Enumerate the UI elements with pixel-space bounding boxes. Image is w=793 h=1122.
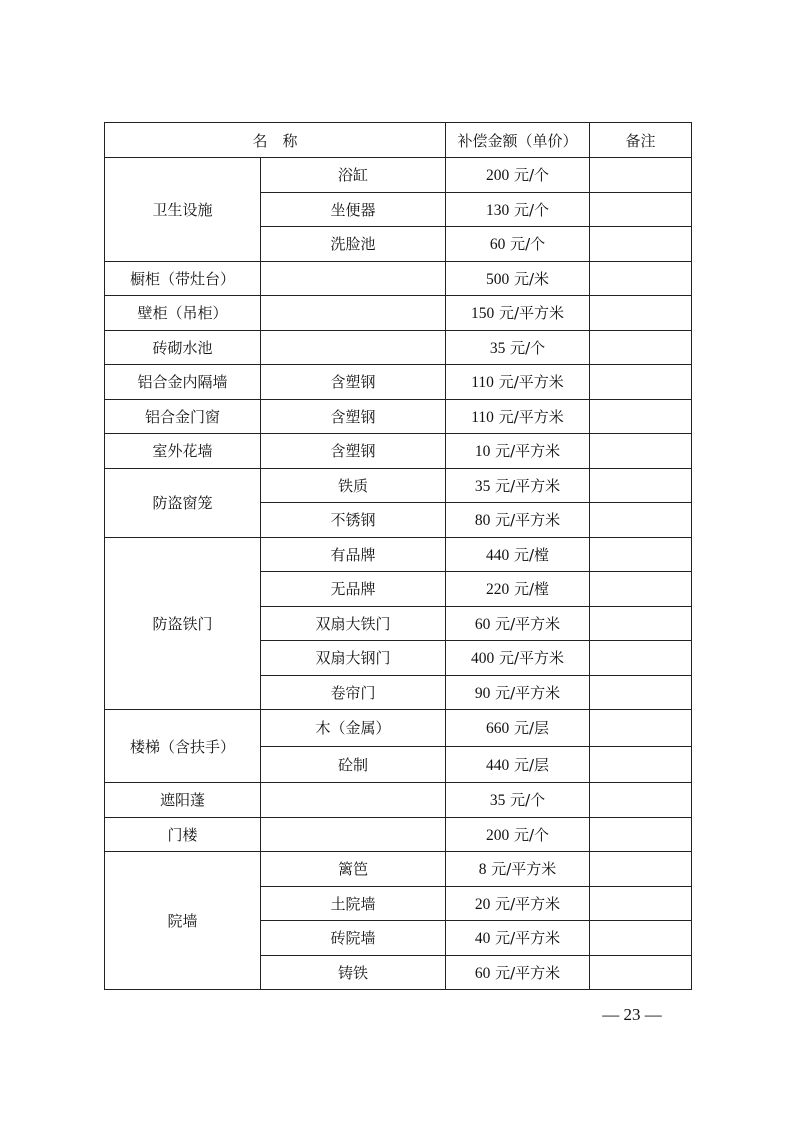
price-unit: 元/个 xyxy=(514,166,550,185)
price-number: 10 xyxy=(474,443,491,461)
price-unit: 元/米 xyxy=(514,269,550,288)
remark-cell xyxy=(590,296,692,331)
price-unit: 元/平方米 xyxy=(495,442,561,461)
price-unit: 元/平方米 xyxy=(495,963,561,982)
price-number: 150 xyxy=(470,305,495,323)
price-cell xyxy=(446,817,590,852)
remark-cell xyxy=(590,227,692,262)
price-number: 60 xyxy=(489,236,506,254)
price-unit: 元/樘 xyxy=(514,545,550,564)
remark-cell xyxy=(590,503,692,538)
table-row xyxy=(105,296,692,331)
remark-cell xyxy=(590,434,692,469)
category-cell: 砖砌水池 xyxy=(105,330,261,365)
item-cell: 土院墙 xyxy=(261,886,446,921)
remark-cell xyxy=(590,192,692,227)
price-number: 20 xyxy=(474,895,491,913)
price-cell xyxy=(446,192,590,227)
price-number: 80 xyxy=(474,512,491,530)
table-header-row xyxy=(105,123,692,158)
item-cell: 无品牌 xyxy=(261,572,446,607)
price-number: 35 xyxy=(489,339,506,357)
remark-cell xyxy=(590,537,692,572)
price-unit: 元/平方米 xyxy=(495,929,561,948)
price-unit: 元/平方米 xyxy=(495,511,561,530)
price-cell xyxy=(446,710,590,747)
price-unit: 元/层 xyxy=(514,719,550,738)
price-cell xyxy=(446,675,590,710)
category-cell: 楼梯（含扶手） xyxy=(105,710,261,783)
price-unit: 元/个 xyxy=(514,200,550,219)
category-cell: 铝合金门窗 xyxy=(105,399,261,434)
remark-cell xyxy=(590,921,692,956)
price-unit: 元/个 xyxy=(510,235,546,254)
price-unit: 元/平方米 xyxy=(491,860,557,879)
price-number: 110 xyxy=(471,374,494,392)
price-number: 660 xyxy=(485,720,510,738)
remark-cell xyxy=(590,572,692,607)
category-cell: 院墙 xyxy=(105,852,261,990)
item-cell xyxy=(261,783,446,818)
remark-cell xyxy=(590,710,692,747)
price-number: 130 xyxy=(485,201,510,219)
price-number: 8 xyxy=(478,861,487,879)
table-row xyxy=(105,365,692,400)
item-cell xyxy=(261,261,446,296)
item-cell: 坐便器 xyxy=(261,192,446,227)
item-cell: 含塑钢 xyxy=(261,365,446,400)
remark-cell xyxy=(590,365,692,400)
table-body xyxy=(105,123,692,990)
item-cell: 不锈钢 xyxy=(261,503,446,538)
remark-cell xyxy=(590,158,692,193)
remark-cell xyxy=(590,817,692,852)
item-cell: 含塑钢 xyxy=(261,399,446,434)
price-number: 60 xyxy=(474,615,491,633)
category-cell: 壁柜（吊柜） xyxy=(105,296,261,331)
item-cell: 砖院墙 xyxy=(261,921,446,956)
compensation-table xyxy=(104,122,692,990)
price-cell xyxy=(446,365,590,400)
remark-cell xyxy=(590,886,692,921)
remark-cell xyxy=(590,330,692,365)
page-number: — 23 — xyxy=(602,1005,662,1024)
table-row xyxy=(105,330,692,365)
price-cell xyxy=(446,227,590,262)
price-cell xyxy=(446,434,590,469)
header-amount: 补偿金额（单价） xyxy=(446,123,590,158)
price-number: 440 xyxy=(485,756,510,774)
remark-cell xyxy=(590,399,692,434)
table-row xyxy=(105,261,692,296)
category-cell: 防盗铁门 xyxy=(105,537,261,710)
price-number: 440 xyxy=(485,546,510,564)
price-cell xyxy=(446,606,590,641)
category-cell: 橱柜（带灶台） xyxy=(105,261,261,296)
price-cell xyxy=(446,537,590,572)
category-cell: 卫生设施 xyxy=(105,158,261,262)
remark-cell xyxy=(590,468,692,503)
price-cell xyxy=(446,158,590,193)
price-number: 35 xyxy=(489,792,506,810)
remark-cell xyxy=(590,746,692,783)
price-cell xyxy=(446,955,590,990)
category-cell: 室外花墙 xyxy=(105,434,261,469)
table-row xyxy=(105,537,692,572)
item-cell: 铁质 xyxy=(261,468,446,503)
item-cell: 木（金属） xyxy=(261,710,446,747)
item-cell: 篱笆 xyxy=(261,852,446,887)
price-unit: 元/平方米 xyxy=(499,304,565,323)
price-number: 200 xyxy=(485,167,510,185)
table-row xyxy=(105,852,692,887)
remark-cell xyxy=(590,261,692,296)
table-row xyxy=(105,399,692,434)
price-number: 40 xyxy=(474,930,491,948)
table-row xyxy=(105,434,692,469)
remark-cell xyxy=(590,783,692,818)
price-cell xyxy=(446,572,590,607)
item-cell xyxy=(261,296,446,331)
table-row xyxy=(105,783,692,818)
price-unit: 元/平方米 xyxy=(498,407,564,426)
price-unit: 元/平方米 xyxy=(495,476,561,495)
remark-cell xyxy=(590,955,692,990)
category-cell: 遮阳蓬 xyxy=(105,783,261,818)
price-number: 90 xyxy=(474,684,491,702)
price-unit: 元/平方米 xyxy=(495,894,561,913)
price-unit: 元/个 xyxy=(510,338,546,357)
price-cell xyxy=(446,399,590,434)
price-cell xyxy=(446,886,590,921)
category-cell: 防盗窗笼 xyxy=(105,468,261,537)
table-row xyxy=(105,817,692,852)
price-number: 60 xyxy=(474,964,491,982)
item-cell: 浴缸 xyxy=(261,158,446,193)
price-number: 110 xyxy=(471,408,494,426)
remark-cell xyxy=(590,606,692,641)
price-cell xyxy=(446,852,590,887)
price-cell xyxy=(446,296,590,331)
price-unit: 元/平方米 xyxy=(498,373,564,392)
price-cell xyxy=(446,468,590,503)
price-cell xyxy=(446,503,590,538)
price-unit: 元/个 xyxy=(510,791,546,810)
price-cell xyxy=(446,921,590,956)
category-cell: 铝合金内隔墙 xyxy=(105,365,261,400)
item-cell: 双扇大铁门 xyxy=(261,606,446,641)
header-remark: 备注 xyxy=(590,123,692,158)
item-cell: 有品牌 xyxy=(261,537,446,572)
remark-cell xyxy=(590,641,692,676)
item-cell: 洗脸池 xyxy=(261,227,446,262)
table-row xyxy=(105,468,692,503)
remark-cell xyxy=(590,675,692,710)
item-cell xyxy=(261,817,446,852)
item-cell xyxy=(261,330,446,365)
table-row xyxy=(105,158,692,193)
price-cell xyxy=(446,330,590,365)
price-unit: 元/平方米 xyxy=(495,683,561,702)
header-name: 名 称 xyxy=(105,123,446,158)
price-cell xyxy=(446,783,590,818)
item-cell: 铸铁 xyxy=(261,955,446,990)
item-cell: 卷帘门 xyxy=(261,675,446,710)
price-unit: 元/平方米 xyxy=(499,649,565,668)
price-number: 200 xyxy=(485,826,510,844)
price-unit: 元/层 xyxy=(514,755,550,774)
price-number: 400 xyxy=(470,650,495,668)
price-cell xyxy=(446,641,590,676)
price-cell xyxy=(446,746,590,783)
price-cell xyxy=(446,261,590,296)
item-cell: 砼制 xyxy=(261,746,446,783)
category-cell: 门楼 xyxy=(105,817,261,852)
price-number: 220 xyxy=(485,581,510,599)
price-number: 500 xyxy=(485,270,510,288)
price-unit: 元/樘 xyxy=(514,580,550,599)
table-row xyxy=(105,710,692,747)
price-unit: 元/平方米 xyxy=(495,614,561,633)
item-cell: 双扇大钢门 xyxy=(261,641,446,676)
remark-cell xyxy=(590,852,692,887)
item-cell: 含塑钢 xyxy=(261,434,446,469)
price-number: 35 xyxy=(474,477,491,495)
price-unit: 元/个 xyxy=(514,825,550,844)
